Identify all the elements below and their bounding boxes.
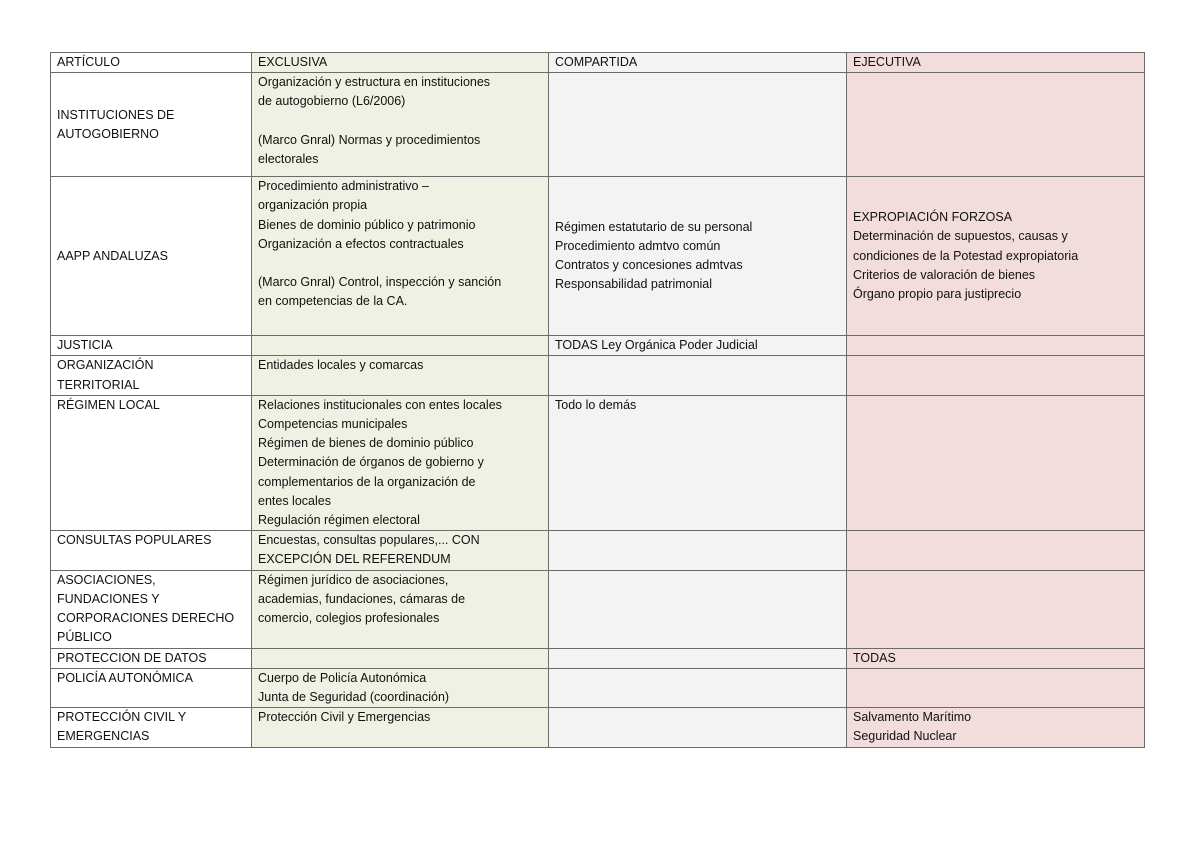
cell-articulo: AAPP ANDALUZAS [51,177,252,336]
header-row [51,53,1145,73]
cell-compartida [549,570,847,648]
cell-articulo: PROTECCION DE DATOS [51,648,252,668]
cell-articulo: CONSULTAS POPULARES [51,531,252,570]
cell-exclusiva [252,648,549,668]
cell-exclusiva: Organización y estructura en instituciones de autogobierno (L6/2006) (Marco Gnral) Normas y procedimientos electorales [252,73,549,177]
cell-compartida [549,356,847,395]
cell-compartida [549,73,847,177]
cell-ejecutiva [847,395,1145,530]
cell-ejecutiva [847,531,1145,570]
cell-exclusiva: Cuerpo de Policía Autonómica Junta de Seguridad (coordinación) [252,668,549,707]
table-row [51,531,1145,570]
cell-exclusiva: Relaciones institucionales con entes locales Competencias municipales Régimen de bienes de dominio público Determinación de órganos de gobierno y complementarios de la organización de entes locales Regulación régimen electoral [252,395,549,530]
table-row [51,708,1145,747]
cell-exclusiva: Procedimiento administrativo – organización propia Bienes de dominio público y patrimonio Organización a efectos contractuales (Marco Gnral) Control, inspección y sanción en competencias de la CA. [252,177,549,336]
cell-articulo: PROTECCIÓN CIVIL Y EMERGENCIAS [51,708,252,747]
cell-exclusiva: Entidades locales y comarcas [252,356,549,395]
cell-articulo: POLICÍA AUTONÓMICA [51,668,252,707]
table-row [51,73,1145,177]
cell-exclusiva [252,336,549,356]
cell-compartida: Todo lo demás [549,395,847,530]
table-row [51,570,1145,648]
cell-ejecutiva [847,336,1145,356]
cell-ejecutiva [847,356,1145,395]
cell-articulo: JUSTICIA [51,336,252,356]
header-articulo: ARTÍCULO [51,53,252,73]
cell-ejecutiva: EXPROPIACIÓN FORZOSA Determinación de supuestos, causas y condiciones de la Potestad expropiatoria Criterios de valoración de bienes Órgano propio para justiprecio [847,177,1145,336]
header-ejecutiva: EJECUTIVA [847,53,1145,73]
table-row [51,356,1145,395]
table-row [51,648,1145,668]
cell-compartida: TODAS Ley Orgánica Poder Judicial [549,336,847,356]
table-row [51,177,1145,336]
cell-articulo: RÉGIMEN LOCAL [51,395,252,530]
cell-compartida [549,531,847,570]
table-row [51,336,1145,356]
competencias-table [50,52,1145,748]
cell-ejecutiva: TODAS [847,648,1145,668]
cell-exclusiva: Encuestas, consultas populares,... CON EXCEPCIÓN DEL REFERENDUM [252,531,549,570]
table-row [51,395,1145,530]
cell-articulo: ORGANIZACIÓN TERRITORIAL [51,356,252,395]
cell-compartida [549,668,847,707]
cell-ejecutiva [847,570,1145,648]
cell-exclusiva: Régimen jurídico de asociaciones, academias, fundaciones, cámaras de comercio, colegios profesionales [252,570,549,648]
table-row [51,668,1145,707]
cell-compartida [549,708,847,747]
cell-articulo: ASOCIACIONES, FUNDACIONES Y CORPORACIONES DERECHO PÚBLICO [51,570,252,648]
cell-compartida: Régimen estatutario de su personal Procedimiento admtvo común Contratos y concesiones admtvas Responsabilidad patrimonial [549,177,847,336]
cell-articulo: INSTITUCIONES DE AUTOGOBIERNO [51,73,252,177]
cell-ejecutiva [847,73,1145,177]
cell-exclusiva: Protección Civil y Emergencias [252,708,549,747]
header-exclusiva: EXCLUSIVA [252,53,549,73]
cell-compartida [549,648,847,668]
cell-ejecutiva [847,668,1145,707]
cell-ejecutiva: Salvamento Marítimo Seguridad Nuclear [847,708,1145,747]
header-compartida: COMPARTIDA [549,53,847,73]
